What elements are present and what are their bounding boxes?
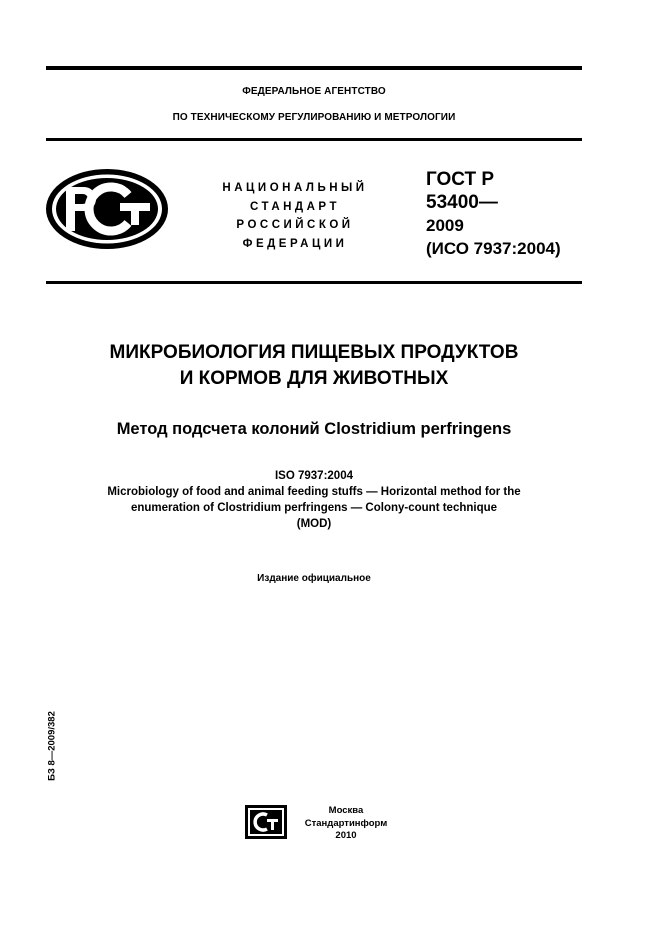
publisher-year: 2010 xyxy=(335,830,357,841)
document-title xyxy=(46,340,582,392)
standard-block-bottom-rule xyxy=(46,281,582,284)
gost-line-1: ГОСТ Р xyxy=(426,169,495,190)
national-line-2: СТАНДАРТ xyxy=(250,200,340,213)
gost-designation xyxy=(426,168,561,260)
national-line-3: РОССИЙСКОЙ xyxy=(236,219,354,231)
edition-label: Издание официальное xyxy=(257,573,371,584)
title-line-1: МИКРОБИОЛОГИЯ ПИЩЕВЫХ ПРОДУКТОВ xyxy=(109,342,519,363)
top-rule xyxy=(46,66,582,70)
header-bottom-rule xyxy=(46,138,582,141)
agency-line-2: ПО ТЕХНИЧЕСКОМУ РЕГУЛИРОВАНИЮ И МЕТРОЛОГИИ xyxy=(172,112,456,123)
title-line-2: И КОРМОВ ДЛЯ ЖИВОТНЫХ xyxy=(179,368,449,389)
publisher-info xyxy=(296,805,396,843)
agency-line-1: ФЕДЕРАЛЬНОЕ АГЕНТСТВО xyxy=(242,86,386,97)
national-line-1: НАЦИОНАЛЬНЫЙ xyxy=(222,182,368,194)
iso-title-line-2: enumeration of Clostridium perfringens — Colony-count technique xyxy=(130,502,498,514)
gost-line-3: 2009 xyxy=(426,216,464,235)
document-subtitle: Метод подсчета колоний Clostridium perfringens xyxy=(116,420,512,438)
publisher-city: Москва xyxy=(328,805,364,816)
national-standard-label xyxy=(190,179,400,253)
standartinform-logo-icon xyxy=(245,805,287,839)
gost-line-2: 53400— xyxy=(426,192,498,213)
national-line-4: ФЕДЕРАЦИИ xyxy=(242,237,348,250)
gost-line-4: (ИСО 7937:2004) xyxy=(426,239,561,258)
publisher-name: Стандартинформ xyxy=(304,817,388,829)
iso-number: ISO 7937:2004 xyxy=(274,470,353,482)
iso-title-line-3: (MOD) xyxy=(296,518,332,530)
side-code: БЗ 8—2009/382 xyxy=(46,711,58,781)
iso-reference xyxy=(46,468,582,532)
rst-certification-logo-icon xyxy=(44,167,170,251)
iso-title-line-1: Microbiology of food and animal feeding stuffs — Horizontal method for the xyxy=(107,486,521,498)
